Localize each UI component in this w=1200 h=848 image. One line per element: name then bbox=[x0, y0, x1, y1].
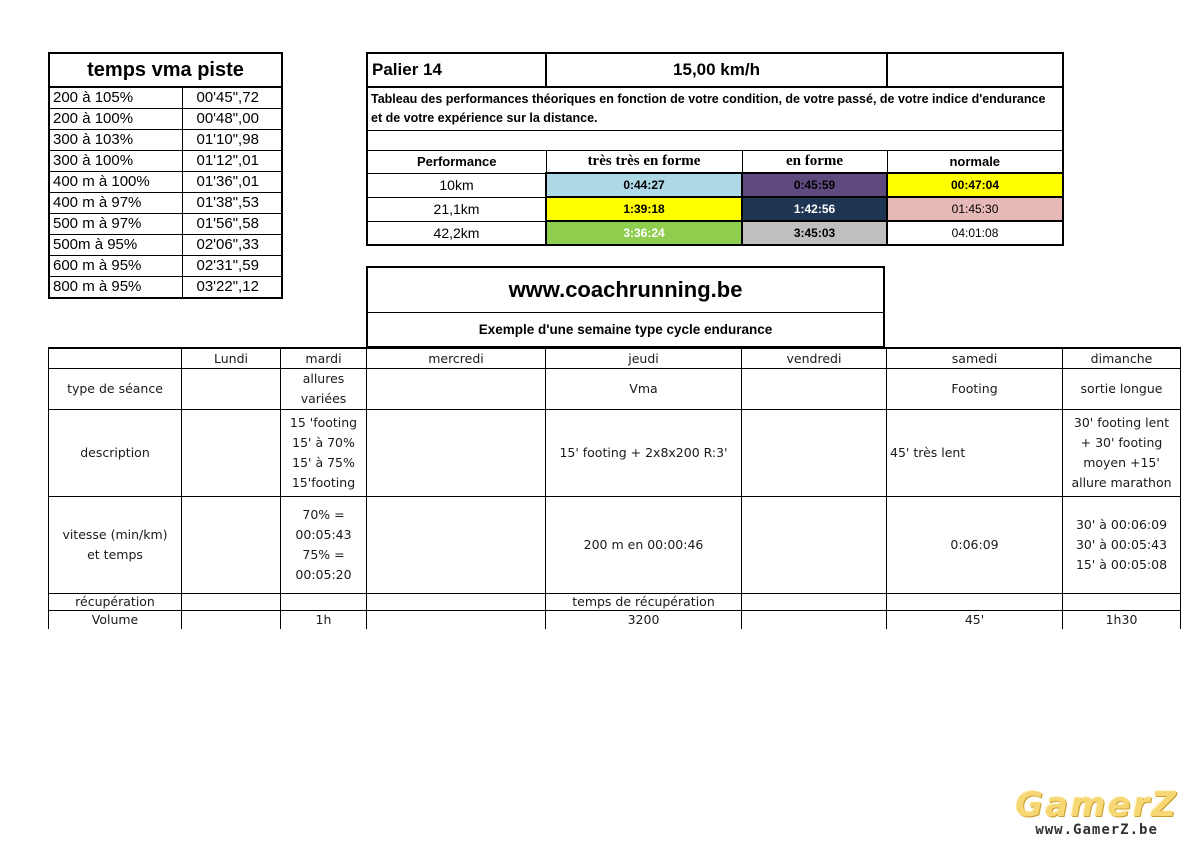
week-header-row bbox=[49, 348, 1181, 369]
vma-row bbox=[49, 87, 282, 109]
header-en-forme: en forme bbox=[742, 151, 887, 174]
vma-row bbox=[49, 193, 282, 214]
performance-value: 1:39:18 bbox=[546, 197, 742, 221]
vma-time: 00'45",72 bbox=[182, 87, 282, 109]
week-cell: 15' footing + 2x8x200 R:3' bbox=[546, 410, 742, 497]
empty-cell bbox=[887, 53, 1063, 87]
vma-distance: 600 m à 95% bbox=[49, 256, 182, 277]
week-row bbox=[49, 497, 1181, 594]
vma-row bbox=[49, 172, 282, 193]
week-row-label: description bbox=[49, 410, 182, 497]
week-cell: 1h30 bbox=[1063, 611, 1181, 630]
day-header: mardi bbox=[281, 348, 367, 369]
vma-time: 03'22",12 bbox=[182, 277, 282, 299]
week-cell: 45' bbox=[887, 611, 1063, 630]
performance-row bbox=[367, 197, 1063, 221]
vma-time: 01'36",01 bbox=[182, 172, 282, 193]
week-cell bbox=[182, 369, 281, 410]
week-cell: 70% = 00:05:43 75% = 00:05:20 bbox=[281, 497, 367, 594]
performance-value: 00:47:04 bbox=[887, 173, 1063, 197]
vma-row bbox=[49, 235, 282, 256]
week-cell bbox=[367, 594, 546, 611]
performance-table bbox=[366, 52, 1064, 246]
week-cell: temps de récupération bbox=[546, 594, 742, 611]
vma-time: 00'48",00 bbox=[182, 109, 282, 130]
week-cell bbox=[367, 410, 546, 497]
vma-row bbox=[49, 151, 282, 172]
performance-value: 3:45:03 bbox=[742, 221, 887, 245]
vma-row bbox=[49, 130, 282, 151]
week-cell: 0:06:09 bbox=[887, 497, 1063, 594]
vma-distance: 400 m à 97% bbox=[49, 193, 182, 214]
week-row bbox=[49, 369, 1181, 410]
vma-table bbox=[48, 52, 283, 299]
vma-row bbox=[49, 214, 282, 235]
day-header: jeudi bbox=[546, 348, 742, 369]
week-schedule-table bbox=[48, 347, 1181, 629]
day-header: vendredi bbox=[742, 348, 887, 369]
week-cell bbox=[742, 594, 887, 611]
week-cell: 45' très lent bbox=[887, 410, 1063, 497]
site-box bbox=[366, 266, 885, 348]
week-cell: Footing bbox=[887, 369, 1063, 410]
vma-title: temps vma piste bbox=[49, 53, 282, 87]
vma-row bbox=[49, 109, 282, 130]
day-header: samedi bbox=[887, 348, 1063, 369]
spacer-row bbox=[367, 131, 1063, 151]
week-cell bbox=[887, 594, 1063, 611]
week-cell bbox=[281, 594, 367, 611]
performance-row bbox=[367, 221, 1063, 245]
week-cell: sortie longue bbox=[1063, 369, 1181, 410]
week-cell bbox=[182, 410, 281, 497]
vma-time: 01'56",58 bbox=[182, 214, 282, 235]
performance-value: 0:44:27 bbox=[546, 173, 742, 197]
week-subtitle: Exemple d'une semaine type cycle endurance bbox=[478, 322, 773, 337]
week-row bbox=[49, 611, 1181, 630]
week-cell: Vma bbox=[546, 369, 742, 410]
vma-distance: 800 m à 95% bbox=[49, 277, 182, 299]
palier-label: Palier 14 bbox=[367, 53, 546, 87]
vma-distance: 500 m à 97% bbox=[49, 214, 182, 235]
vma-distance: 200 à 105% bbox=[49, 87, 182, 109]
vma-distance: 200 à 100% bbox=[49, 109, 182, 130]
week-cell bbox=[742, 497, 887, 594]
week-cell: 30' footing lent + 30' footing moyen +15' allure marathon bbox=[1063, 410, 1181, 497]
week-cell bbox=[367, 611, 546, 630]
week-row-label: récupération bbox=[49, 594, 182, 611]
week-cell: 15 'footing 15' à 70% 15' à 75% 15'footing bbox=[281, 410, 367, 497]
week-cell: 200 m en 00:00:46 bbox=[546, 497, 742, 594]
week-cell bbox=[367, 497, 546, 594]
performance-distance: 21,1km bbox=[367, 197, 546, 221]
week-cell bbox=[367, 369, 546, 410]
week-cell: allures variées bbox=[281, 369, 367, 410]
performance-value: 04:01:08 bbox=[887, 221, 1063, 245]
header-tres-tres-en-forme: très très en forme bbox=[546, 151, 742, 174]
vma-time: 01'38",53 bbox=[182, 193, 282, 214]
vma-distance: 500m à 95% bbox=[49, 235, 182, 256]
vma-time: 02'06",33 bbox=[182, 235, 282, 256]
week-row-label: type de séance bbox=[49, 369, 182, 410]
week-cell bbox=[742, 611, 887, 630]
performance-value: 01:45:30 bbox=[887, 197, 1063, 221]
gamerz-logo: GamerZ bbox=[1015, 785, 1178, 825]
performance-distance: 10km bbox=[367, 173, 546, 197]
vma-time: 01'12",01 bbox=[182, 151, 282, 172]
vma-distance: 300 à 103% bbox=[49, 130, 182, 151]
week-row-label: Volume bbox=[49, 611, 182, 630]
performance-value: 0:45:59 bbox=[742, 173, 887, 197]
week-row bbox=[49, 594, 1181, 611]
vma-time: 01'10",98 bbox=[182, 130, 282, 151]
gamerz-link: www.GamerZ.be bbox=[1035, 822, 1158, 838]
day-header: dimanche bbox=[1063, 348, 1181, 369]
day-header: mercredi bbox=[367, 348, 546, 369]
day-header: Lundi bbox=[182, 348, 281, 369]
week-cell: 30' à 00:06:09 30' à 00:05:43 15' à 00:05:08 bbox=[1063, 497, 1181, 594]
week-row-label: vitesse (min/km) et temps bbox=[49, 497, 182, 594]
header-performance: Performance bbox=[367, 151, 546, 174]
week-cell: 1h bbox=[281, 611, 367, 630]
performance-distance: 42,2km bbox=[367, 221, 546, 245]
vma-row bbox=[49, 277, 282, 299]
vma-row bbox=[49, 256, 282, 277]
vma-distance: 300 à 100% bbox=[49, 151, 182, 172]
gamerz-watermark bbox=[1015, 785, 1178, 838]
week-cell bbox=[1063, 594, 1181, 611]
day-header bbox=[49, 348, 182, 369]
week-cell bbox=[182, 497, 281, 594]
week-cell: 3200 bbox=[546, 611, 742, 630]
week-cell bbox=[182, 611, 281, 630]
week-row bbox=[49, 410, 1181, 497]
performance-description: Tableau des performances théoriques en fonction de votre condition, de votre passé, de votre indice d'endurance et de votre expérience sur la distance. bbox=[367, 87, 1063, 131]
vma-distance: 400 m à 100% bbox=[49, 172, 182, 193]
performance-row bbox=[367, 173, 1063, 197]
header-normale: normale bbox=[887, 151, 1063, 174]
week-cell bbox=[742, 369, 887, 410]
vma-time: 02'31",59 bbox=[182, 256, 282, 277]
week-cell bbox=[182, 594, 281, 611]
palier-speed: 15,00 km/h bbox=[546, 53, 887, 87]
performance-value: 1:42:56 bbox=[742, 197, 887, 221]
site-url: www.coachrunning.be bbox=[367, 267, 884, 313]
week-cell bbox=[742, 410, 887, 497]
performance-value: 3:36:24 bbox=[546, 221, 742, 245]
